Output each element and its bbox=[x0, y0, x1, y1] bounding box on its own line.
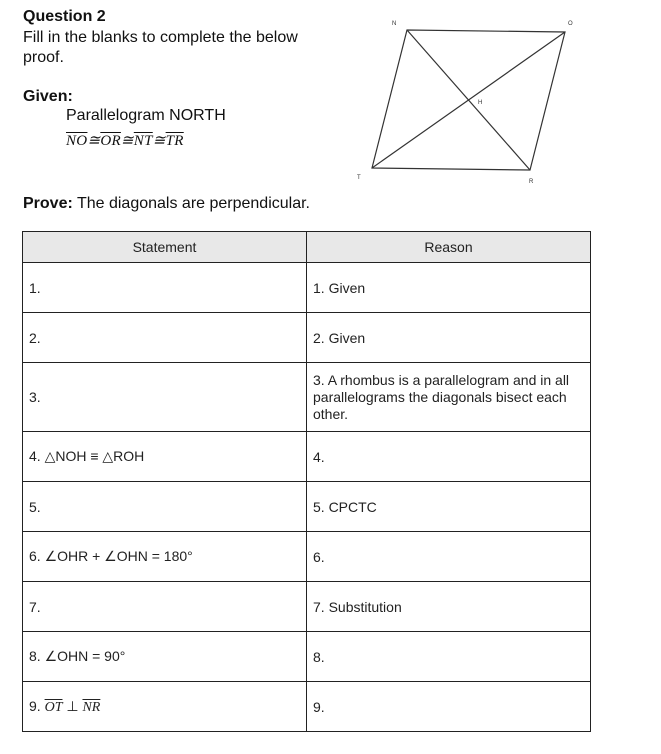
table-row bbox=[23, 632, 591, 682]
statement-cell[interactable]: 6. ∠OHR + ∠OHN = 180° bbox=[23, 532, 307, 582]
prove-statement bbox=[23, 195, 310, 213]
statement-cell[interactable]: 1. bbox=[23, 263, 307, 313]
statement-cell[interactable]: 5. bbox=[23, 482, 307, 532]
question-instruction: Fill in the blanks to complete the below proof. bbox=[23, 29, 298, 66]
reason-cell[interactable]: 5. CPCTC bbox=[307, 482, 591, 532]
congruent-symbol: ≅ bbox=[152, 133, 166, 149]
reason-cell[interactable]: 3. A rhombus is a parallelogram and in all parallelograms the diagonals bisect each other. bbox=[307, 363, 591, 432]
congruent-symbol: ≅ bbox=[120, 133, 134, 149]
question-title: Question 2 bbox=[23, 8, 106, 25]
reason-cell[interactable]: 6. bbox=[307, 532, 591, 582]
reason-cell[interactable]: 9. bbox=[307, 682, 591, 732]
segment-nr: $\overline{NR}$ bbox=[82, 699, 101, 715]
segment-no: $\overline{NO}$ bbox=[66, 133, 88, 149]
statement-cell[interactable]: 8. ∠OHN = 90° bbox=[23, 632, 307, 682]
perpendicular-symbol: ⊥ bbox=[66, 697, 79, 714]
segment-or: $\overline{OR}$ bbox=[100, 133, 121, 149]
prove-text: The diagonals are perpendicular. bbox=[76, 195, 310, 212]
rhombus-figure bbox=[350, 10, 590, 190]
table-row bbox=[23, 482, 591, 532]
label-n: N bbox=[392, 21, 397, 27]
reason-header: Reason bbox=[307, 232, 591, 263]
prove-label: Prove: bbox=[23, 195, 73, 212]
label-t: T bbox=[357, 175, 361, 181]
label-r: R bbox=[529, 179, 534, 185]
statement-number: 9. bbox=[29, 697, 41, 714]
table-row bbox=[23, 582, 591, 632]
segment-tr: $\overline{TR}$ bbox=[165, 133, 184, 149]
proof-table bbox=[22, 231, 591, 732]
reason-cell[interactable]: 8. bbox=[307, 632, 591, 682]
table-row bbox=[23, 313, 591, 363]
label-o: O bbox=[568, 21, 573, 27]
statement-cell[interactable] bbox=[23, 682, 307, 732]
statement-cell[interactable]: 2. bbox=[23, 313, 307, 363]
given-congruent-segments bbox=[66, 131, 184, 150]
table-header-row bbox=[23, 232, 591, 263]
reason-cell[interactable]: 2. Given bbox=[307, 313, 591, 363]
reason-cell[interactable]: 4. bbox=[307, 432, 591, 482]
statement-cell[interactable]: 3. bbox=[23, 363, 307, 432]
segment-ot: $\overline{OT}$ bbox=[44, 699, 63, 715]
reason-cell[interactable]: 7. Substitution bbox=[307, 582, 591, 632]
table-row bbox=[23, 532, 591, 582]
statement-cell[interactable]: 7. bbox=[23, 582, 307, 632]
table-row bbox=[23, 682, 591, 732]
given-heading: Given: bbox=[23, 88, 73, 105]
statement-cell[interactable]: 4. △NOH ≡ △ROH bbox=[23, 432, 307, 482]
reason-cell[interactable]: 1. Given bbox=[307, 263, 591, 313]
table-row bbox=[23, 363, 591, 432]
segment-nt: $\overline{NT}$ bbox=[133, 133, 153, 149]
given-parallelogram: Parallelogram NORTH bbox=[66, 107, 226, 124]
table-row bbox=[23, 432, 591, 482]
label-h: H bbox=[478, 100, 483, 106]
congruent-symbol: ≅ bbox=[87, 133, 101, 149]
statement-header: Statement bbox=[23, 232, 307, 263]
table-row bbox=[23, 263, 591, 313]
